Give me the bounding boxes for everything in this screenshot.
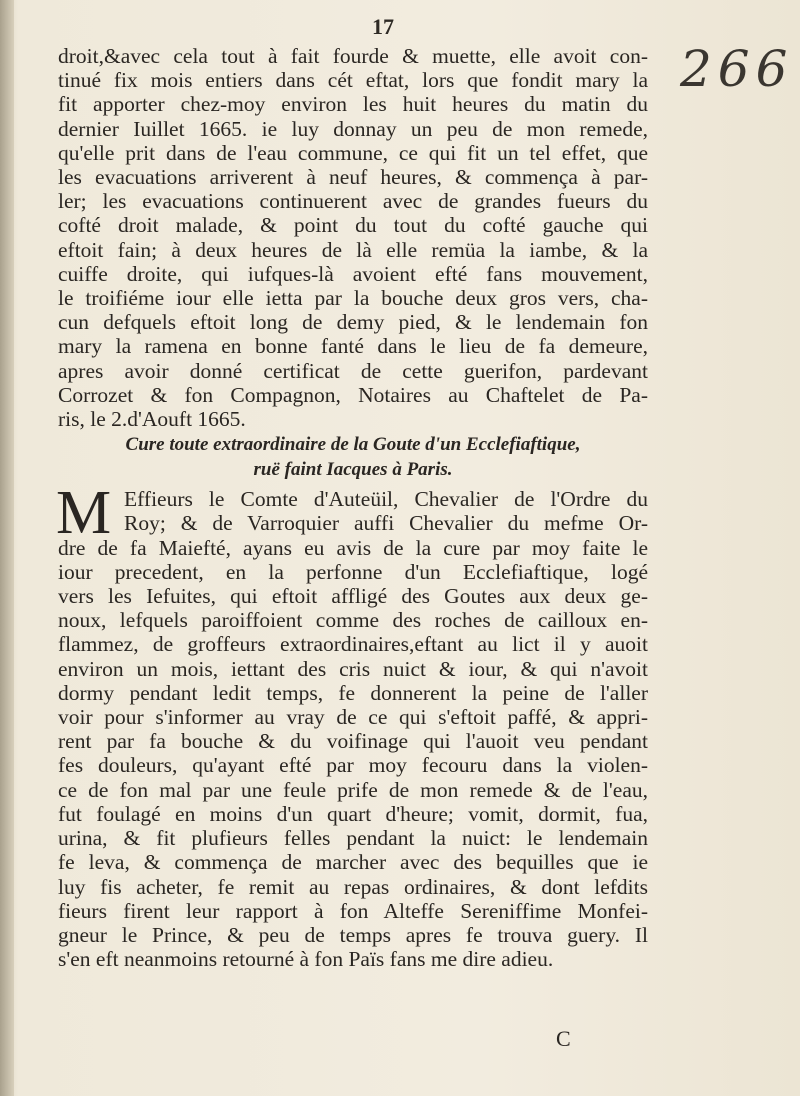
text-line: cuiffe droite, qui iufques-là avoient efté fans mouvement, xyxy=(58,261,648,286)
text-line: environ un mois, iettant des cris nuict & iour, & qui n'avoit xyxy=(58,656,648,681)
text-line: Corrozet & fon Compagnon, Notaires au Chaftelet de Pa- xyxy=(58,382,648,407)
page-number: 17 xyxy=(372,14,394,39)
page-binding-edge xyxy=(0,0,14,1096)
section-heading-line-2: ruë faint Iacques à Paris. xyxy=(253,459,453,481)
text-line: s'en eft neanmoins retourné à fon Païs fans me dire adieu. xyxy=(58,947,554,972)
text-line: les evacuations arriverent à neuf heures, & commença à par- xyxy=(58,165,648,190)
text-line: mary la ramena en bonne fanté dans le lieu de fa demeure, xyxy=(58,334,648,359)
manuscript-folio-number: 266 xyxy=(680,40,794,98)
text-line: dernier Iuillet 1665. ie luy donnay un peu de mon remede, xyxy=(58,116,648,141)
text-line: noux, lefquels paroiffoient comme des roches de cailloux en- xyxy=(58,608,648,633)
text-line: luy fis acheter, fe remit au repas ordinaires, & dont lefdits xyxy=(58,874,648,899)
text-line: rent par fa bouche & du voifinage qui l'auoit veu pendant xyxy=(58,729,648,754)
text-line: fut foulagé en moins d'un quart d'heure; vomit, dormit, fua, xyxy=(58,801,648,826)
text-line: droit,&avec cela tout à fait fourde & muette, elle avoit con- xyxy=(58,44,648,68)
text-line: tinué fix mois entiers dans cét eftat, lors que fondit mary la xyxy=(58,68,648,93)
text-line: qu'elle prit dans de l'eau commune, ce qui fit un tel effet, que xyxy=(58,140,648,165)
text-line: voir pour s'informer au vray de ce qui s'eftoit paffé, & appri- xyxy=(58,705,648,730)
text-line: fe leva, & commença de marcher avec des bequilles que ie xyxy=(58,850,648,875)
paragraph-continuation xyxy=(58,44,648,431)
text-line: Effieurs le Comte d'Auteüil, Chevalier de l'Ordre du xyxy=(124,487,648,512)
text-line: flammez, de groffeurs extraordinaires,eftant au lict il y auoit xyxy=(58,632,648,657)
text-line: cun defquels eftoit long de demy pied, & le lendemain fon xyxy=(58,310,648,335)
text-line: vers les Iefuites, qui eftoit affligé des Goutes aux deux ge- xyxy=(58,584,648,609)
text-line: apres avoir donné certificat de cette guerifon, pardevant xyxy=(58,358,648,383)
text-line: le troifiéme iour elle ietta par la bouche deux gros vers, cha- xyxy=(58,286,648,311)
text-line: ris, le 2.d'Aouft 1665. xyxy=(58,407,246,432)
paragraph-cure-goute xyxy=(56,479,648,972)
text-line: fit apporter chez-moy environ les huit heures du matin du xyxy=(58,92,648,117)
text-line: dre de fa Maiefté, ayans eu avis de la cure par moy faite le xyxy=(58,535,648,560)
section-heading-line-1: Cure toute extraordinaire de la Goute d'un Ecclefiaftique, xyxy=(125,434,581,456)
page-text xyxy=(58,44,648,971)
drop-cap: M xyxy=(56,479,112,548)
catchword: C xyxy=(556,1026,571,1051)
text-line: eftoit fain; à deux heures de là elle remüa la iambe, & la xyxy=(58,237,648,262)
text-line: ler; les evacuations continuerent avec de grandes fueurs du xyxy=(58,189,648,214)
text-line: fes douleurs, qu'ayant efté par moy fecouru dans la violen- xyxy=(58,753,648,778)
text-line: urina, & fit plufieurs felles pendant la nuict: le lendemain xyxy=(58,826,648,851)
text-line: cofté droit malade, & point du tout du cofté gauche qui xyxy=(58,213,648,238)
text-line: iour precedent, en la perfonne d'un Ecclefiaftique, logé xyxy=(58,559,648,584)
text-line: dormy pendant ledit temps, fe donnerent la peine de l'aller xyxy=(58,680,648,705)
text-line: ce de fon mal par une feule prife de mon remede & de l'eau, xyxy=(58,777,648,802)
paragraph-cure-goute-lines xyxy=(56,479,648,972)
text-line: Roy; & de Varroquier auffi Chevalier du mefme Or- xyxy=(124,511,648,536)
text-line: gneur le Prince, & peu de temps apres fe trouva guery. Il xyxy=(58,922,648,947)
text-line: fieurs firent leur rapport à fon Alteffe Sereniffime Monfei- xyxy=(58,898,648,923)
